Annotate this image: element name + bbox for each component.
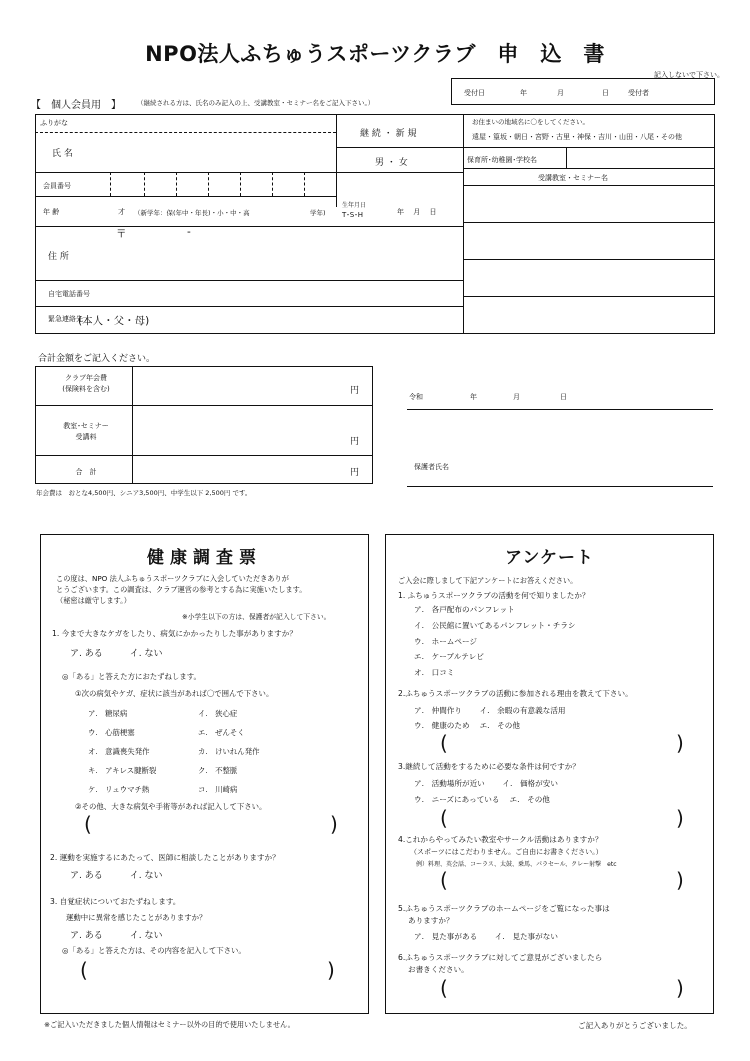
annual-fee-note: 年会費は おとな4,500円、シニア3,500円、中学生以下 2,500円 です。 [36, 489, 252, 497]
survey-q6-line1: 6.ふちゅうスポーツクラブに対してご意見がございましたら [398, 953, 603, 962]
fee-annual-unit: 円 [350, 386, 360, 396]
survey-q3: 3.継続して活動をするために必要な条件は何ですか？ [398, 762, 580, 771]
survey-q2: 2.ふちゅうスポーツクラブの活動に参加される理由を教えて下さい。 [398, 689, 633, 698]
date-day: 日 [560, 393, 567, 401]
region-options[interactable]: 遠屋・篁坂・朝日・宮野・古里・神保・吉川・山田・八尾・その他 [472, 133, 682, 141]
member-number-label: 会員番号 [43, 182, 71, 190]
survey-title: アンケート [505, 548, 594, 568]
survey-q3-options-1[interactable]: ア. 活動場所が近い イ. 価格が安い [414, 779, 558, 788]
phone-label: 自宅電話番号 [48, 290, 90, 298]
office-note: 記入しないで下さい。 [654, 71, 724, 79]
footer-privacy-note: ※ご記入いただきました個人情報はセミナー以外の目的で使用いたしません。 [44, 1020, 295, 1029]
emergency-options[interactable]: (本人・父・母) [78, 315, 150, 327]
reception-box [451, 78, 715, 105]
fees-heading: 合計金額をご記入ください。 [38, 354, 156, 364]
continue-new-option[interactable]: 継 続 ・ 新 規 [360, 129, 417, 139]
disease-option[interactable]: コ. 川崎病 [198, 785, 238, 794]
survey-intro: ご入会に際しまして下記アンケートにお答えください。 [398, 576, 578, 585]
fee-class-unit: 円 [350, 437, 360, 447]
survey-q1-option[interactable]: ウ. ホームページ [414, 637, 478, 646]
birth-label: 生年月日 [342, 202, 367, 209]
class-header: 受講教室・セミナー名 [538, 174, 608, 182]
school-label: 保育所･幼稚園･学校名 [467, 156, 537, 164]
fee-annual-label1: クラブ年会費 [65, 374, 107, 382]
address-label: 住 所 [48, 252, 69, 262]
name-label: 氏 名 [52, 149, 73, 159]
birth-era: T･S･H [342, 211, 363, 219]
emergency-label: 緊急連絡先 [48, 315, 83, 323]
grade-unit: 学年) [310, 209, 326, 217]
disease-option[interactable]: カ. けいれん発作 [198, 747, 260, 756]
disease-option[interactable]: ケ. リュウマチ熱 [88, 785, 150, 794]
health-q1-sub1: ①次の病気やケガ、症状に該当があれば〇で囲んで下さい。 [75, 689, 274, 698]
reception-day: 日 [602, 89, 609, 97]
fee-total-label: 合 計 [75, 468, 97, 476]
survey-q1: 1. ふちゅうスポーツクラブの活動を何で知りましたか？ [398, 591, 590, 600]
reception-year: 年 [520, 89, 527, 97]
survey-q4-sub: （スポーツにはこだわりません。ご自由にお書きください。） [410, 848, 603, 856]
survey-q2-options-1[interactable]: ア. 仲間作り イ. 余暇の有意義な活用 [414, 706, 566, 715]
health-q3-note: ◎「ある」と答えた方は、その内容を記入して下さい。 [62, 946, 246, 955]
fee-total-unit: 円 [350, 468, 360, 478]
health-q1: 1. 今まで大きなケガをしたり、病気にかかったりした事がありますか？ [52, 629, 297, 638]
fee-class-label1: 教室･セミナー [63, 422, 109, 430]
disease-option[interactable]: オ. 意識喪失発作 [88, 747, 150, 756]
survey-q1-option[interactable]: オ. 口コミ [414, 668, 455, 677]
guardian-label: 保護者氏名 [414, 463, 449, 471]
disease-option[interactable]: ウ. 心筋梗塞 [88, 728, 135, 737]
postal-mark: 〒 [116, 228, 127, 240]
health-intro-3: （秘密は厳守します。） [56, 596, 131, 605]
survey-q4: 4.これからやってみたい教室やサークル活動はありますか？ [398, 835, 603, 844]
postal-dash: - [187, 226, 191, 238]
health-q1-sub: ◎「ある」と答えた方におたずねします。 [62, 672, 201, 681]
reception-receiver: 受付者 [628, 89, 649, 97]
grade-text: （新学年：保(年中・年長)・小・中・高 [134, 209, 250, 217]
survey-q5-line1: 5.ふちゅうスポーツクラブのホームページをご覧になった事は [398, 904, 610, 913]
survey-q1-option[interactable]: エ. ケーブルテレビ [414, 652, 484, 661]
health-q3-sub: 運動中に異常を感じたことがありますか？ [66, 913, 207, 922]
disease-option[interactable]: ア. 糖尿病 [88, 709, 128, 718]
survey-q1-option[interactable]: ア. 各戸配布のパンフレット [414, 605, 515, 614]
age-unit: 才 [118, 208, 125, 216]
region-note: お住まいの地域名に〇をしてください。 [472, 118, 589, 126]
health-guardian-note: ※小学生以下の方は、保護者が記入して下さい。 [182, 613, 331, 621]
furigana-label: ふりがな [40, 119, 68, 127]
health-intro-2: とうございます。この調査は、クラブ運営の参考とする為に実施いたします。 [56, 585, 307, 594]
date-year: 年 [470, 393, 477, 401]
health-q3-options[interactable]: ア. ある イ. ない [70, 931, 163, 941]
survey-q6-line2: お書きください。 [408, 965, 469, 974]
gender-option[interactable]: 男 ・ 女 [375, 158, 408, 168]
date-month: 月 [513, 393, 520, 401]
reception-month: 月 [557, 89, 564, 97]
survey-q1-option[interactable]: イ. 公民館に置いてあるパンフレット・チラシ [414, 621, 576, 630]
health-q1-options[interactable]: ア. ある イ. ない [70, 649, 163, 659]
survey-q3-options-2[interactable]: ウ. ニーズにあっている エ. その他 [414, 795, 550, 804]
birth-ymd: 年 月 日 [397, 208, 437, 216]
member-section-note: （継続される方は、氏名のみ記入の上、受講教室・セミナー名をご記入下さい。） [137, 99, 375, 107]
survey-q4-example: 例）料理、英会話、コーラス、太鼓、乗馬、パラセール、クレー射撃 etc [416, 861, 617, 868]
disease-option[interactable]: エ. ぜんそく [198, 728, 245, 737]
fee-class-label2: 受講料 [75, 433, 97, 441]
health-q3: 3. 自覚症状についておたずねします。 [50, 897, 181, 906]
health-q2-options[interactable]: ア. ある イ. ない [70, 871, 163, 881]
member-section-label: 【 個人会員用 】 [31, 100, 121, 111]
disease-option[interactable]: ク. 不整脈 [198, 766, 238, 775]
fee-annual-label2: (保険料を含む) [62, 385, 110, 393]
survey-q2-options-2[interactable]: ウ. 健康のため エ. その他 [414, 721, 520, 730]
reception-date-label: 受付日 [464, 89, 485, 97]
date-era: 令和 [409, 393, 423, 401]
form-title: NPO法人ふちゅうスポーツクラブ 申 込 書 [145, 42, 605, 66]
health-q1-sub2: ②その他、大きな病気や手術等があれば記入して下さい。 [75, 802, 267, 811]
age-label: 年 齢 [43, 208, 60, 216]
survey-q5-line2: ありますか？ [408, 916, 454, 925]
footer-thanks: ご記入ありがとうございました。 [578, 1021, 692, 1030]
disease-option[interactable]: イ. 狭心症 [198, 709, 238, 718]
disease-option[interactable]: キ. アキレス腱断裂 [88, 766, 157, 775]
health-intro-1: この度は、NPO 法人ふちゅうスポーツクラブに入会していただきありが [56, 574, 289, 583]
health-survey-title: 健康調査票 [147, 548, 262, 568]
health-q2: 2. 運動を実施するにあたって、医師に相談したことがありますか？ [50, 853, 280, 862]
survey-q5-options[interactable]: ア. 見た事がある イ. 見た事がない [414, 932, 558, 941]
